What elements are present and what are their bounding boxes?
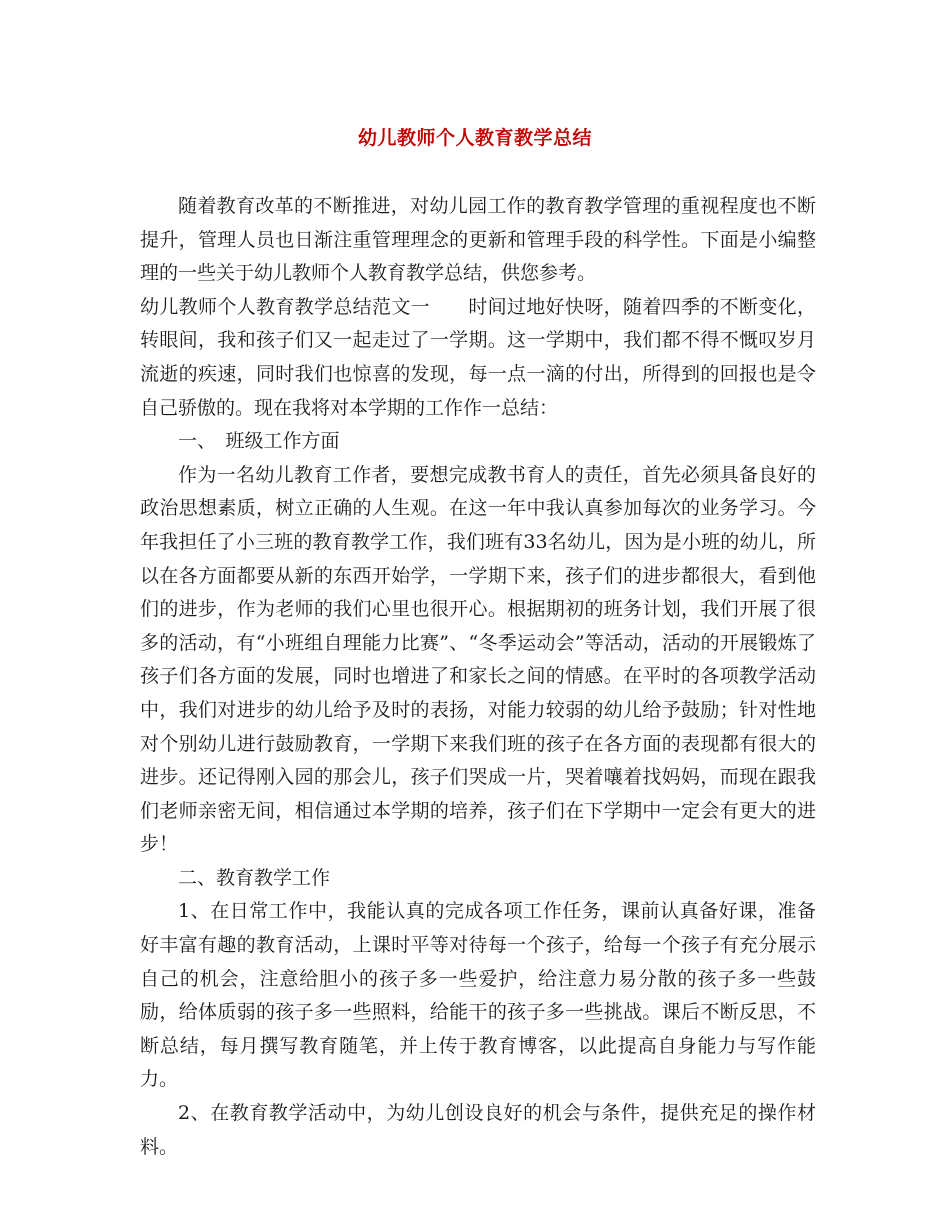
section2-heading: 二、教育教学工作 — [178, 866, 331, 889]
section1-paragraph: 作为一名幼儿教育工作者，要想完成教书育人的责任，首先必须具备良好的政治思想素质，树立正确的人生观。在这一年中我认真参加每次的业务学习。今年我担任了小三班的教育教学工作，我们班有33名幼儿，因为是小班的幼儿，所以在各方面都要从新的东西开始学，一学期下来，孩子们的进步都很大，看到他们的进步，作为老师的我们心里也很开心。根据期初的班务计划，我们开展了很多的活动，有“小班组自理能力比赛”、“冬季运动会”等活动，活动的开展锻炼了孩子们各方面的发展，同时也增进了和家长之间的情感。在平时的各项教学活动中，我们对进步的幼儿给予及时的表扬，对能力较弱的幼儿给予鼓励；针对性地对个别幼儿进行鼓励教育，一学期下来我们班的孩子在各方面的表现都有很大的进步。还记得刚入园的那会儿，孩子们哭成一片，哭着嚷着找妈妈，而现在跟我们老师亲密无间，相信通过本学期的培养，孩子们在下学期中一定会有更大的进步！ — [140, 463, 816, 856]
sample-opening: 时间过地好快呀，随着四季的不断变化，转眼间，我和孩子们又一起走过了一学期。这一学期中，我们都不得不慨叹岁月流逝的疾速，同时我们也惊喜的发现，每一点一滴的付出，所得到的回报也是令自己骄傲的。现在我将对本学期的工作作一总结： — [140, 295, 816, 419]
section2-item-1: 1、在日常工作中，我能认真的完成各项工作任务，课前认真备好课，准备好丰富有趣的教育活动，上课时平等对待每一个孩子，给每一个孩子有充分展示自己的机会，注意给胆小的孩子多一些爱护，给注意力易分散的孩子多一些鼓励，给体质弱的孩子多一些照料，给能干的孩子多一些挑战。课后不断反思，不断总结，每月撰写教育随笔，并上传于教育博客，以此提高自身能力与写作能力。 — [140, 900, 816, 1091]
document-body — [140, 190, 816, 1164]
sample-paragraph — [140, 291, 816, 425]
section1-heading: 一、 班级工作方面 — [178, 430, 340, 453]
sample-heading: 幼儿教师个人教育教学总结范文一 — [140, 295, 430, 318]
intro-paragraph: 随着教育改革的不断推进，对幼儿园工作的教育教学管理的重视程度也不断提升，管理人员也日渐注重管理理念的更新和管理手段的科学性。下面是小编整理的一些关于幼儿教师个人教育教学总结，供您参考。 — [140, 195, 816, 285]
document-title: 幼儿教师个人教育教学总结 — [357, 127, 592, 149]
section2-item-2: 2、在教育教学活动中，为幼儿创设良好的机会与条件，提供充足的操作材料。 — [140, 1102, 816, 1158]
